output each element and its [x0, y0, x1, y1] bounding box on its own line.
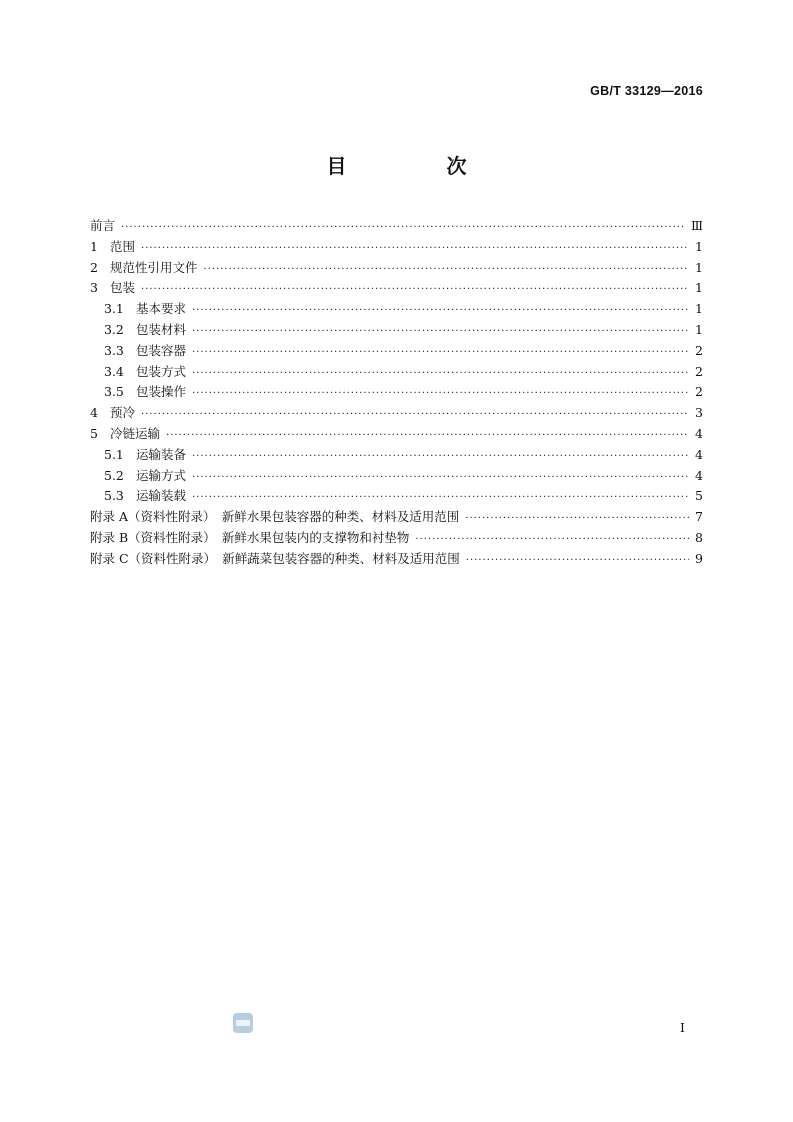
toc-entry-page: 1 [695, 238, 703, 254]
toc-entry-label: 运输装载 [136, 488, 187, 504]
toc-entry-page: 7 [695, 509, 703, 525]
sac-logo-icon [233, 1013, 253, 1033]
toc-entry-number: 3.1 [104, 301, 124, 317]
toc-entry-label: 包装操作 [136, 384, 187, 400]
dot-leader [192, 322, 689, 343]
toc-entry-page: 3 [695, 405, 703, 421]
dot-leader [141, 239, 689, 260]
toc-entry-page: 1 [695, 259, 703, 275]
toc-entry-number: 5.3 [104, 488, 124, 504]
toc-entry-scope[interactable] [90, 237, 703, 258]
toc-entry-annex-b[interactable] [90, 528, 703, 549]
dot-leader [192, 343, 689, 364]
toc-entry-number: 1 [90, 238, 98, 254]
toc-entry-number: 3 [90, 280, 98, 296]
toc-entry-basic-requirements[interactable] [90, 299, 703, 320]
toc-entry-transport-methods[interactable] [90, 466, 703, 487]
dot-leader [121, 218, 685, 239]
dot-leader [192, 301, 689, 322]
toc-entry-transport-loading[interactable] [90, 486, 703, 507]
toc-entry-label: 规范性引用文件 [110, 259, 198, 275]
toc-entry-page: 2 [695, 363, 703, 379]
dot-leader [192, 447, 689, 468]
toc-entry-number: 3.3 [104, 342, 124, 358]
toc-entry-page: 4 [695, 467, 703, 483]
toc-entry-page: 4 [695, 446, 703, 462]
dot-leader [141, 405, 689, 426]
dot-leader [204, 260, 689, 281]
toc-entry-page: 1 [695, 280, 703, 296]
toc-entry-label: 附录 C（资料性附录） 新鲜蔬菜包装容器的种类、材料及适用范围 [90, 550, 460, 566]
toc-entry-label: 附录 B（资料性附录） 新鲜水果包装内的支撑物和衬垫物 [90, 529, 410, 545]
toc-entry-number: 3.2 [104, 321, 124, 337]
dot-leader [141, 280, 689, 301]
table-of-contents [90, 216, 703, 570]
toc-entry-label: 包装容器 [136, 342, 187, 358]
dot-leader [466, 551, 689, 572]
toc-entry-packaging-containers[interactable] [90, 341, 703, 362]
dot-leader [192, 468, 689, 489]
dot-leader [415, 530, 689, 551]
standard-code: GB/T 33129—2016 [590, 84, 703, 98]
toc-entry-page: 2 [695, 342, 703, 358]
toc-entry-number: 3.5 [104, 384, 124, 400]
toc-entry-label: 附录 A（资料性附录） 新鲜水果包装容器的种类、材料及适用范围 [90, 509, 460, 525]
toc-entry-packaging-methods[interactable] [90, 362, 703, 383]
toc-entry-page: 4 [695, 425, 703, 441]
toc-entry-packaging-operations[interactable] [90, 382, 703, 403]
toc-entry-number: 3.4 [104, 363, 124, 379]
toc-entry-label: 包装方式 [136, 363, 187, 379]
toc-title: 目 次 [326, 154, 507, 178]
toc-entry-label: 基本要求 [136, 301, 187, 317]
toc-entry-packaging-materials[interactable] [90, 320, 703, 341]
dot-leader [192, 364, 689, 385]
toc-entry-label: 预冷 [110, 405, 136, 421]
toc-entry-label: 包装 [110, 280, 136, 296]
toc-entry-number: 5 [90, 425, 98, 441]
toc-entry-foreword[interactable] [90, 216, 703, 237]
toc-entry-normative-references[interactable] [90, 258, 703, 279]
toc-entry-label: 冷链运输 [110, 425, 161, 441]
toc-entry-page: 2 [695, 384, 703, 400]
toc-entry-page: 8 [695, 529, 703, 545]
dot-leader [192, 488, 689, 509]
toc-entry-annex-a[interactable] [90, 507, 703, 528]
toc-entry-label: 运输装备 [136, 446, 187, 462]
toc-entry-number: 5.2 [104, 467, 124, 483]
toc-entry-annex-c[interactable] [90, 549, 703, 570]
toc-entry-page: Ⅲ [690, 218, 703, 233]
dot-leader [465, 509, 689, 530]
toc-entry-page: 1 [695, 301, 703, 317]
toc-entry-transport-equipment[interactable] [90, 445, 703, 466]
toc-entry-number: 5.1 [104, 446, 124, 462]
page-number: I [680, 1020, 685, 1035]
toc-entry-precooling[interactable] [90, 403, 703, 424]
toc-entry-page: 1 [695, 321, 703, 337]
toc-entry-cold-chain-transport[interactable] [90, 424, 703, 445]
toc-entry-label: 范围 [110, 238, 136, 254]
toc-entry-page: 5 [695, 488, 703, 504]
toc-entry-packaging[interactable] [90, 278, 703, 299]
toc-entry-label: 前言 [90, 218, 116, 233]
toc-entry-label: 运输方式 [136, 467, 187, 483]
toc-entry-number: 4 [90, 405, 98, 421]
toc-entry-page: 9 [695, 550, 703, 566]
toc-entry-label: 包装材料 [136, 321, 187, 337]
toc-entry-number: 2 [90, 259, 98, 275]
dot-leader [192, 384, 689, 405]
dot-leader [166, 426, 689, 447]
